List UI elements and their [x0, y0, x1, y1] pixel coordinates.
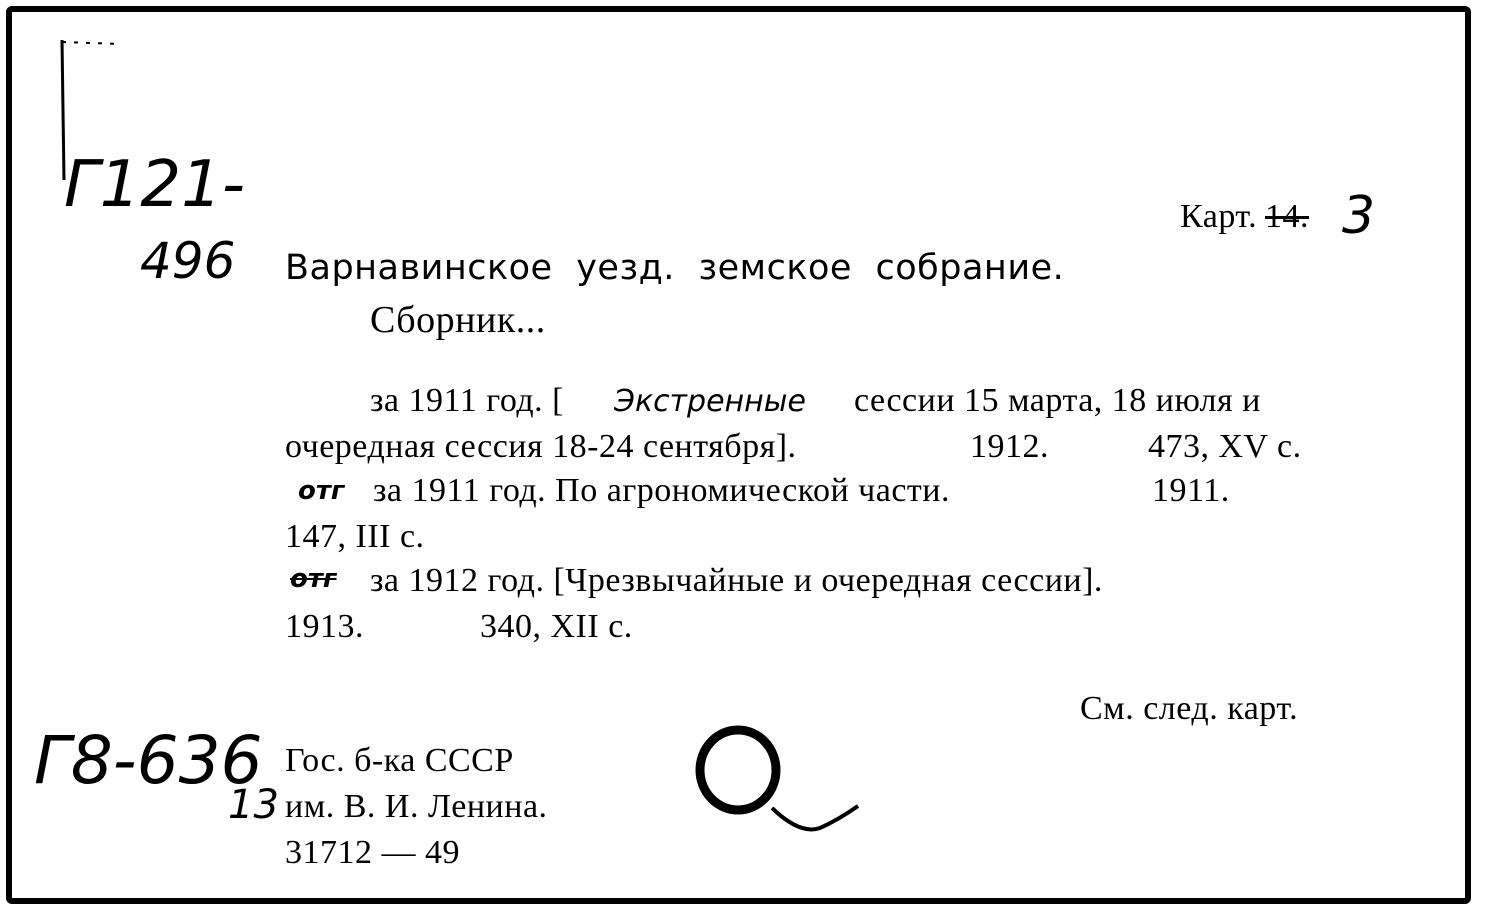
- footer-line2: им. В. И. Ленина.: [285, 788, 548, 825]
- entry-1-line1-rest: сессии 15 марта, 18 июля и: [845, 382, 1261, 419]
- heading-line1: Варнавинское уезд. земское собрание.: [285, 248, 1065, 288]
- card-number-handwritten: 3: [1342, 186, 1376, 246]
- entry-1-line2-b: 1912.: [970, 428, 1049, 465]
- footer-line3: 31712 — 49: [285, 834, 460, 871]
- entry-2-mark: отг: [298, 476, 345, 506]
- card-number-label: Карт.: [1180, 198, 1258, 235]
- shelfmark-top-line1: Г121-: [64, 148, 245, 222]
- see-next-card: См. след. карт.: [1080, 690, 1299, 727]
- card-number-printed: 14.: [1265, 198, 1309, 235]
- entry-1-line2-a: очередная сессия 18-24 сентября].: [285, 428, 797, 465]
- shelfmark-bottom: Г8-636: [34, 722, 263, 799]
- shelfmark-top-line2: 496: [140, 232, 236, 290]
- footer-line1: Гос. б-ка СССР: [285, 742, 514, 779]
- entry-3-line2-b: 340, XII с.: [480, 608, 633, 645]
- entry-2-line1-b: 1911.: [1152, 472, 1230, 509]
- entry-1-handwritten: Экстренные: [614, 384, 806, 419]
- entry-1-line2-c: 473, XV с.: [1148, 428, 1302, 465]
- heading-line2: Сборник...: [370, 299, 546, 341]
- entry-1-line1: за 1911 год. [: [370, 382, 564, 419]
- shelfmark-bottom-suffix: 13: [228, 782, 279, 828]
- entry-2-line1: за 1911 год. По агрономической части.: [373, 472, 950, 509]
- entry-3-line1: за 1912 год. [Чрезвычайные и очередная сессии].: [370, 562, 1103, 599]
- entry-3-mark: отг: [290, 564, 337, 594]
- entry-2-line2: 147, III с.: [285, 518, 425, 555]
- entry-3-line2-a: 1913.: [285, 608, 364, 645]
